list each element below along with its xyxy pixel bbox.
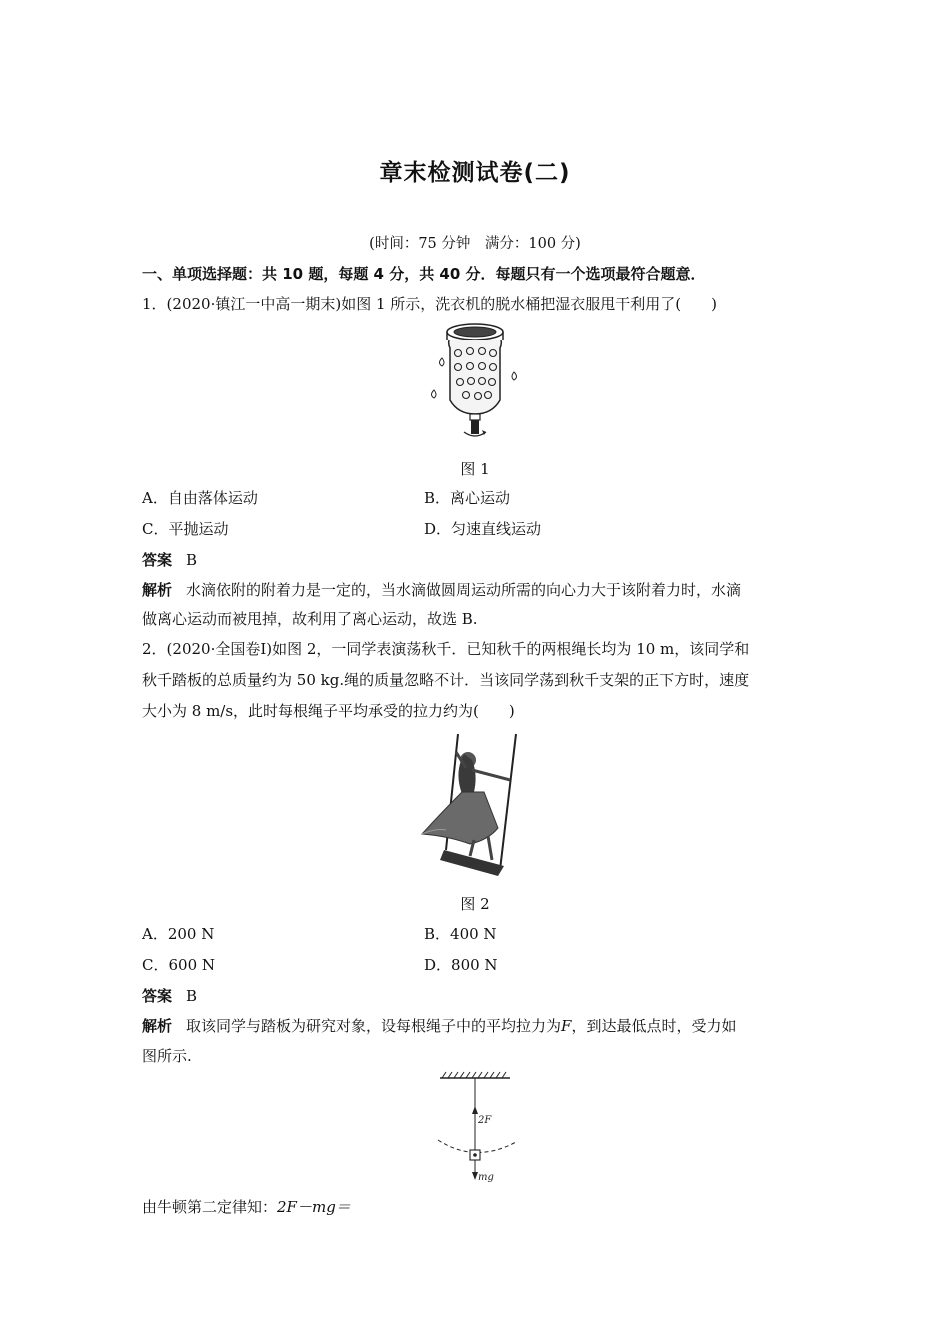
q2-answer bbox=[142, 986, 197, 1006]
up-arrow-icon bbox=[472, 1106, 478, 1114]
q2-analysis-line2: 图所示. bbox=[142, 1047, 192, 1065]
exam-info: (时间：75 分钟 满分：100 分) bbox=[369, 236, 581, 252]
washing-machine-drum-figure bbox=[420, 320, 530, 442]
q1-analysis-line1: 水滴依附的附着力是一定的，当水滴做圆周运动所需的向心力大于该附着力时，水滴 bbox=[186, 581, 742, 599]
q2-option-c: C．600 N bbox=[142, 956, 216, 974]
swing-girl-figure bbox=[418, 732, 530, 880]
q2-stem-line2: 秋千踏板的总质量约为 50 kg.绳的质量忽略不计．当该同学荡到秋千支架的正下方时，速度 bbox=[142, 671, 750, 689]
q2-stem-line3: 大小为 8 m/s，此时每根绳子平均承受的拉力约为( ) bbox=[142, 702, 515, 720]
q2-option-a: A．200 N bbox=[142, 925, 215, 943]
newton-law-line bbox=[142, 1197, 351, 1217]
q2-analysis-label: 解析 bbox=[142, 1017, 173, 1035]
newton-law-text: 由牛顿第二定律知： bbox=[142, 1198, 278, 1216]
force-label-mg: mg bbox=[478, 1172, 494, 1183]
q2-analysis-post: ，到达最低点时，受力如 bbox=[571, 1017, 737, 1035]
q1-analysis bbox=[142, 580, 741, 600]
figure-1-caption: 图 1 bbox=[460, 460, 490, 478]
q1-answer bbox=[142, 550, 197, 570]
q1-option-d: D．匀速直线运动 bbox=[424, 520, 542, 538]
page-title: 章末检测试卷(二) bbox=[379, 160, 571, 186]
q2-option-d: D．800 N bbox=[424, 956, 498, 974]
q1-analysis-line2: 做离心运动而被甩掉，故利用了离心运动，故选 B. bbox=[142, 610, 478, 628]
newton-law-equation: 2F－mg＝ bbox=[277, 1198, 351, 1216]
q1-option-b: B．离心运动 bbox=[424, 489, 511, 507]
force-label-2f: 2F bbox=[478, 1115, 492, 1126]
q2-stem-line1: 2．(2020·全国卷Ⅰ)如图 2，一同学表演荡秋千．已知秋千的两根绳长均为 10 m，该同学和 bbox=[142, 640, 750, 658]
q1-answer-value: B bbox=[186, 551, 198, 569]
q1-stem: 1．(2020·镇江一中高一期末)如图 1 所示，洗衣机的脱水桶把湿衣服甩干利用了( ) bbox=[142, 295, 717, 313]
q1-analysis-label: 解析 bbox=[142, 581, 173, 599]
q2-analysis bbox=[142, 1016, 736, 1036]
q2-analysis-pre: 取该同学与踏板为研究对象，设每根绳子中的平均拉力为 bbox=[186, 1017, 562, 1035]
q2-analysis-var-f: F bbox=[561, 1017, 572, 1035]
q1-answer-label: 答案 bbox=[142, 551, 173, 569]
force-diagram bbox=[430, 1070, 520, 1186]
q2-answer-label: 答案 bbox=[142, 987, 173, 1005]
figure-2-caption: 图 2 bbox=[460, 895, 490, 913]
q2-option-b: B．400 N bbox=[424, 925, 497, 943]
q1-option-c: C．平抛运动 bbox=[142, 520, 229, 538]
q1-option-a: A．自由落体运动 bbox=[142, 489, 258, 507]
section-heading: 一、单项选择题：共 10 题，每题 4 分，共 40 分．每题只有一个选项最符合题意． bbox=[142, 265, 706, 283]
q2-answer-value: B bbox=[186, 987, 198, 1005]
